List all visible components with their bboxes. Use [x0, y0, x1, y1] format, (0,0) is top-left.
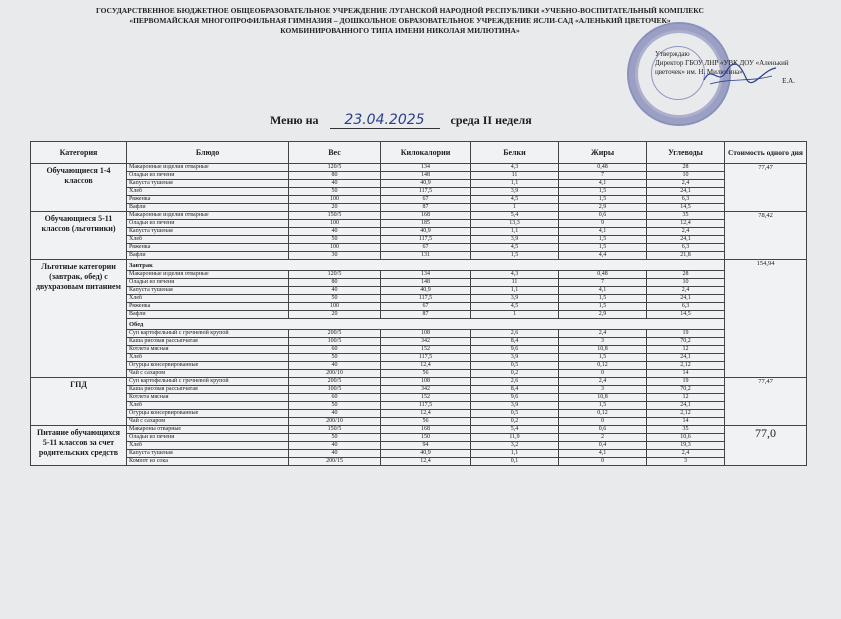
kcal-cell: 117,5 [381, 188, 471, 196]
table-row [31, 418, 807, 426]
table-row [31, 402, 807, 410]
dish-name-cell: Макаронные изделия отварные [127, 271, 289, 279]
category-cell: Питание обучающихся 5-11 классов за счет родительских средств [31, 426, 127, 466]
fat-cell: 1,5 [559, 303, 647, 311]
weight-cell: 20 [289, 311, 381, 319]
protein-cell: 11 [471, 172, 559, 180]
weight-cell: 50 [289, 434, 381, 442]
table-row [31, 394, 807, 402]
table-row [31, 180, 807, 188]
fat-cell: 3 [559, 338, 647, 346]
menu-table-body [31, 164, 807, 466]
fat-cell: 7 [559, 172, 647, 180]
dish-name-cell: Макароны отварные [127, 426, 289, 434]
carbs-cell: 12,4 [647, 220, 725, 228]
fat-cell: 1,5 [559, 196, 647, 204]
fat-cell: 0 [559, 370, 647, 378]
protein-cell: 5,4 [471, 212, 559, 220]
weight-cell: 200/5 [289, 330, 381, 338]
table-row [31, 236, 807, 244]
carbs-cell: 19,3 [647, 442, 725, 450]
fat-cell: 2,4 [559, 378, 647, 386]
fat-cell: 0,6 [559, 426, 647, 434]
dish-name-cell: Капуста тушеная [127, 287, 289, 295]
dish-name-cell: Оладьи из печени [127, 220, 289, 228]
table-row [31, 172, 807, 180]
weight-cell: 100 [289, 303, 381, 311]
table-row [31, 295, 807, 303]
protein-cell: 3,9 [471, 236, 559, 244]
dish-name-cell: Хлеб [127, 402, 289, 410]
daily-cost-cell: 78,42 [725, 212, 807, 260]
kcal-cell: 87 [381, 311, 471, 319]
protein-cell: 3,9 [471, 295, 559, 303]
weight-cell: 30 [289, 252, 381, 260]
weight-cell: 40 [289, 450, 381, 458]
kcal-cell: 117,5 [381, 402, 471, 410]
carbs-cell: 6,3 [647, 244, 725, 252]
menu-title-weekday: среда II неделя [450, 113, 532, 127]
approval-line-1: Утверждаю [655, 50, 690, 58]
protein-cell: 9,6 [471, 394, 559, 402]
dish-name-cell: Макаронные изделия отварные [127, 212, 289, 220]
table-row [31, 244, 807, 252]
weight-cell: 100 [289, 244, 381, 252]
approval-line-4: Е.А. [782, 77, 795, 85]
table-row [31, 287, 807, 295]
carbs-cell: 3 [647, 458, 725, 466]
fat-cell: 4,1 [559, 180, 647, 188]
weight-cell: 40 [289, 180, 381, 188]
carbs-cell: 6,3 [647, 303, 725, 311]
protein-cell: 1,5 [471, 252, 559, 260]
category-cell: Обучающиеся 1-4 классов [31, 164, 127, 212]
dish-name-cell: Оладьи из печени [127, 279, 289, 287]
kcal-cell: 94 [381, 442, 471, 450]
col-header-category: Категория [31, 142, 127, 164]
menu-table [30, 141, 807, 466]
kcal-cell: 134 [381, 164, 471, 172]
weight-cell: 40 [289, 442, 381, 450]
weight-cell: 60 [289, 394, 381, 402]
table-row [31, 410, 807, 418]
carbs-cell: 2,12 [647, 410, 725, 418]
carbs-cell: 24,1 [647, 188, 725, 196]
table-row [31, 346, 807, 354]
carbs-cell: 14 [647, 370, 725, 378]
weight-cell: 200/5 [289, 378, 381, 386]
protein-cell: 0,5 [471, 410, 559, 418]
carbs-cell: 24,1 [647, 354, 725, 362]
carbs-cell: 10 [647, 172, 725, 180]
protein-cell: 1 [471, 311, 559, 319]
protein-cell: 11 [471, 279, 559, 287]
col-header-kcal: Килокалории [381, 142, 471, 164]
protein-cell: 0,2 [471, 370, 559, 378]
kcal-cell: 12,4 [381, 410, 471, 418]
protein-cell: 1,1 [471, 450, 559, 458]
kcal-cell: 148 [381, 279, 471, 287]
kcal-cell: 108 [381, 330, 471, 338]
kcal-cell: 150 [381, 434, 471, 442]
table-row [31, 458, 807, 466]
carbs-cell: 35 [647, 426, 725, 434]
dish-name-cell: Котлета мясная [127, 346, 289, 354]
protein-cell: 3,9 [471, 402, 559, 410]
dish-name-cell: Хлеб [127, 442, 289, 450]
section-header-row [31, 260, 807, 271]
fat-cell: 1,5 [559, 295, 647, 303]
fat-cell: 0 [559, 458, 647, 466]
weight-cell: 50 [289, 354, 381, 362]
dish-name-cell: Суп картофельный с гречневой крупой [127, 378, 289, 386]
protein-cell: 3,9 [471, 188, 559, 196]
kcal-cell: 152 [381, 394, 471, 402]
table-row [31, 220, 807, 228]
dish-name-cell: Каша рисовая рассыпчатая [127, 386, 289, 394]
daily-cost-cell: 154,94 [725, 260, 807, 378]
table-row [31, 434, 807, 442]
dish-name-cell: Вафли [127, 252, 289, 260]
menu-title-prefix: Меню на [270, 113, 319, 127]
weight-cell: 120/5 [289, 271, 381, 279]
kcal-cell: 87 [381, 204, 471, 212]
kcal-cell: 12,4 [381, 458, 471, 466]
protein-cell: 3,2 [471, 442, 559, 450]
weight-cell: 100 [289, 196, 381, 204]
protein-cell: 4,5 [471, 196, 559, 204]
dish-name-cell: Капуста тушеная [127, 228, 289, 236]
handwritten-signature [700, 60, 780, 88]
table-row [31, 164, 807, 172]
table-row [31, 330, 807, 338]
kcal-cell: 67 [381, 303, 471, 311]
col-header-fat: Жиры [559, 142, 647, 164]
weight-cell: 150/5 [289, 212, 381, 220]
protein-cell: 2,6 [471, 378, 559, 386]
fat-cell: 10,8 [559, 346, 647, 354]
carbs-cell: 2,4 [647, 450, 725, 458]
fat-cell: 1,5 [559, 236, 647, 244]
protein-cell: 4,3 [471, 271, 559, 279]
col-header-protein: Белки [471, 142, 559, 164]
col-header-carbs: Углеводы [647, 142, 725, 164]
weight-cell: 200/10 [289, 370, 381, 378]
dish-name-cell: Хлеб [127, 354, 289, 362]
daily-cost-cell: 77,47 [725, 164, 807, 212]
carbs-cell: 24,1 [647, 236, 725, 244]
carbs-cell: 10,6 [647, 434, 725, 442]
menu-title [270, 112, 600, 129]
carbs-cell: 70,2 [647, 386, 725, 394]
table-row [31, 188, 807, 196]
dish-name-cell: Вафли [127, 311, 289, 319]
kcal-cell: 342 [381, 338, 471, 346]
dish-name-cell: Суп картофельный с гречневой крупой [127, 330, 289, 338]
table-row [31, 362, 807, 370]
dish-name-cell: Оладьи из печени [127, 172, 289, 180]
table-row [31, 338, 807, 346]
table-row [31, 303, 807, 311]
kcal-cell: 67 [381, 196, 471, 204]
carbs-cell: 70,2 [647, 338, 725, 346]
weight-cell: 20 [289, 204, 381, 212]
fat-cell: 2,4 [559, 330, 647, 338]
table-row [31, 204, 807, 212]
table-row [31, 311, 807, 319]
weight-cell: 100 [289, 220, 381, 228]
protein-cell: 2,6 [471, 330, 559, 338]
category-cell: Льготные категории (завтрак, обед) с двухразовым питанием [31, 260, 127, 378]
kcal-cell: 131 [381, 252, 471, 260]
fat-cell: 0,4 [559, 442, 647, 450]
protein-cell: 4,3 [471, 164, 559, 172]
carbs-cell: 35 [647, 212, 725, 220]
fat-cell: 4,4 [559, 252, 647, 260]
dish-name-cell: Огурцы консервированные [127, 410, 289, 418]
meal-section-label: Обед [127, 319, 725, 330]
carbs-cell: 6,3 [647, 196, 725, 204]
table-row [31, 271, 807, 279]
carbs-cell: 28 [647, 271, 725, 279]
protein-cell: 1 [471, 204, 559, 212]
kcal-cell: 108 [381, 378, 471, 386]
fat-cell: 0,12 [559, 410, 647, 418]
weight-cell: 50 [289, 236, 381, 244]
carbs-cell: 2,4 [647, 180, 725, 188]
carbs-cell: 2,4 [647, 228, 725, 236]
dish-name-cell: Ряженка [127, 303, 289, 311]
fat-cell: 10,8 [559, 394, 647, 402]
protein-cell: 8,4 [471, 386, 559, 394]
dish-name-cell: Капуста тушеная [127, 180, 289, 188]
fat-cell: 0,12 [559, 362, 647, 370]
meal-section-label: Завтрак [127, 260, 725, 271]
fat-cell: 1,5 [559, 354, 647, 362]
carbs-cell: 2,4 [647, 287, 725, 295]
weight-cell: 50 [289, 188, 381, 196]
protein-cell: 8,4 [471, 338, 559, 346]
kcal-cell: 168 [381, 426, 471, 434]
table-header-row [31, 142, 807, 164]
fat-cell: 2,9 [559, 204, 647, 212]
dish-name-cell: Каша рисовая рассыпчатая [127, 338, 289, 346]
weight-cell: 50 [289, 295, 381, 303]
category-cell: ГПД [31, 378, 127, 426]
kcal-cell: 117,5 [381, 354, 471, 362]
fat-cell: 0,6 [559, 212, 647, 220]
carbs-cell: 2,12 [647, 362, 725, 370]
kcal-cell: 134 [381, 271, 471, 279]
dish-name-cell: Хлеб [127, 188, 289, 196]
kcal-cell: 185 [381, 220, 471, 228]
fat-cell: 2 [559, 434, 647, 442]
table-row [31, 426, 807, 434]
weight-cell: 60 [289, 346, 381, 354]
kcal-cell: 152 [381, 346, 471, 354]
fat-cell: 1,5 [559, 188, 647, 196]
approval-line-2: Директор ГБОУ ЛНР «УВК ДОУ «Аленький [655, 59, 789, 67]
dish-name-cell: Капуста тушеная [127, 450, 289, 458]
header-line-3: КОМБИНИРОВАННОГО ТИПА ИМЕНИ НИКОЛАЯ МИЛЮТИНА» [280, 26, 520, 35]
protein-cell: 0,2 [471, 418, 559, 426]
weight-cell: 80 [289, 172, 381, 180]
carbs-cell: 12 [647, 394, 725, 402]
kcal-cell: 67 [381, 244, 471, 252]
weight-cell: 80 [289, 279, 381, 287]
table-row [31, 386, 807, 394]
carbs-cell: 14 [647, 418, 725, 426]
carbs-cell: 24,1 [647, 402, 725, 410]
protein-cell: 1,1 [471, 287, 559, 295]
daily-cost-cell: 77,47 [725, 378, 807, 426]
table-row [31, 450, 807, 458]
table-row [31, 252, 807, 260]
carbs-cell: 19 [647, 330, 725, 338]
table-row [31, 370, 807, 378]
kcal-cell: 148 [381, 172, 471, 180]
fat-cell: 4,1 [559, 450, 647, 458]
weight-cell: 40 [289, 287, 381, 295]
kcal-cell: 117,5 [381, 295, 471, 303]
fat-cell: 4,1 [559, 228, 647, 236]
protein-cell: 1,1 [471, 228, 559, 236]
fat-cell: 9 [559, 220, 647, 228]
fat-cell: 0 [559, 418, 647, 426]
weight-cell: 40 [289, 228, 381, 236]
dish-name-cell: Огурцы консервированные [127, 362, 289, 370]
kcal-cell: 40,9 [381, 287, 471, 295]
weight-cell: 150/5 [289, 426, 381, 434]
fat-cell: 0,48 [559, 164, 647, 172]
col-header-dish: Блюдо [127, 142, 289, 164]
fat-cell: 0,48 [559, 271, 647, 279]
table-row [31, 442, 807, 450]
dish-name-cell: Хлеб [127, 236, 289, 244]
protein-cell: 4,5 [471, 303, 559, 311]
kcal-cell: 168 [381, 212, 471, 220]
kcal-cell: 40,9 [381, 180, 471, 188]
fat-cell: 4,1 [559, 287, 647, 295]
protein-cell: 4,5 [471, 244, 559, 252]
kcal-cell: 117,5 [381, 236, 471, 244]
weight-cell: 50 [289, 402, 381, 410]
category-cell: Обучающиеся 5-11 классов (льготники) [31, 212, 127, 260]
table-row [31, 196, 807, 204]
protein-cell: 11,9 [471, 434, 559, 442]
weight-cell: 200/10 [289, 418, 381, 426]
table-row [31, 279, 807, 287]
fat-cell: 3 [559, 386, 647, 394]
table-row [31, 228, 807, 236]
dish-name-cell: Компот из сока [127, 458, 289, 466]
protein-cell: 9,6 [471, 346, 559, 354]
carbs-cell: 12 [647, 346, 725, 354]
menu-date: 23.04.2025 [330, 112, 440, 129]
carbs-cell: 24,1 [647, 295, 725, 303]
weight-cell: 100/5 [289, 338, 381, 346]
carbs-cell: 14,5 [647, 204, 725, 212]
kcal-cell: 40,9 [381, 450, 471, 458]
weight-cell: 100/5 [289, 386, 381, 394]
dish-name-cell: Чай с сахаром [127, 370, 289, 378]
weight-cell: 40 [289, 362, 381, 370]
dish-name-cell: Макаронные изделия отварные [127, 164, 289, 172]
section-header-row [31, 319, 807, 330]
col-header-weight: Вес [289, 142, 381, 164]
dish-name-cell: Вафли [127, 204, 289, 212]
dish-name-cell: Котлета мясная [127, 394, 289, 402]
kcal-cell: 12,4 [381, 362, 471, 370]
approval-line-3: цветочек» им. Н. Милютина» [655, 68, 743, 76]
dish-name-cell: Ряженка [127, 196, 289, 204]
table-row [31, 378, 807, 386]
daily-cost-cell: 77,0 [725, 426, 807, 466]
header-line-2: «ПЕРВОМАЙСКАЯ МНОГОПРОФИЛЬНАЯ ГИМНАЗИЯ – ДОШКОЛЬНОЕ ОБРАЗОВАТЕЛЬНОЕ УЧРЕЖДЕНИЕ ЯСЛИ-САД «АЛЕНЬКИЙ ЦВЕТОЧЕК» [129, 16, 671, 25]
kcal-cell: 56 [381, 418, 471, 426]
protein-cell: 0,5 [471, 362, 559, 370]
carbs-cell: 19 [647, 378, 725, 386]
fat-cell: 1,5 [559, 244, 647, 252]
table-row [31, 212, 807, 220]
dish-name-cell: Оладьи из печени [127, 434, 289, 442]
protein-cell: 13,3 [471, 220, 559, 228]
col-header-cost: Стоимость одного дня [725, 142, 807, 164]
table-row [31, 354, 807, 362]
weight-cell: 200/15 [289, 458, 381, 466]
weight-cell: 120/5 [289, 164, 381, 172]
kcal-cell: 56 [381, 370, 471, 378]
protein-cell: 0,1 [471, 458, 559, 466]
kcal-cell: 40,9 [381, 228, 471, 236]
weight-cell: 40 [289, 410, 381, 418]
carbs-cell: 10 [647, 279, 725, 287]
dish-name-cell: Чай с сахаром [127, 418, 289, 426]
carbs-cell: 21,8 [647, 252, 725, 260]
carbs-cell: 28 [647, 164, 725, 172]
header-line-1: ГОСУДАРСТВЕННОЕ БЮДЖЕТНОЕ ОБЩЕОБРАЗОВАТЕЛЬНОЕ УЧРЕЖДЕНИЕ ЛУГАНСКОЙ НАРОДНОЙ РЕСПУБЛИКИ «УЧЕБНО-ВОСПИТАТЕЛЬНЫЙ КОМПЛЕКС [96, 6, 704, 15]
carbs-cell: 14,5 [647, 311, 725, 319]
fat-cell: 2,9 [559, 311, 647, 319]
dish-name-cell: Ряженка [127, 244, 289, 252]
protein-cell: 5,4 [471, 426, 559, 434]
kcal-cell: 342 [381, 386, 471, 394]
protein-cell: 3,9 [471, 354, 559, 362]
fat-cell: 7 [559, 279, 647, 287]
fat-cell: 1,5 [559, 402, 647, 410]
protein-cell: 1,1 [471, 180, 559, 188]
dish-name-cell: Хлеб [127, 295, 289, 303]
